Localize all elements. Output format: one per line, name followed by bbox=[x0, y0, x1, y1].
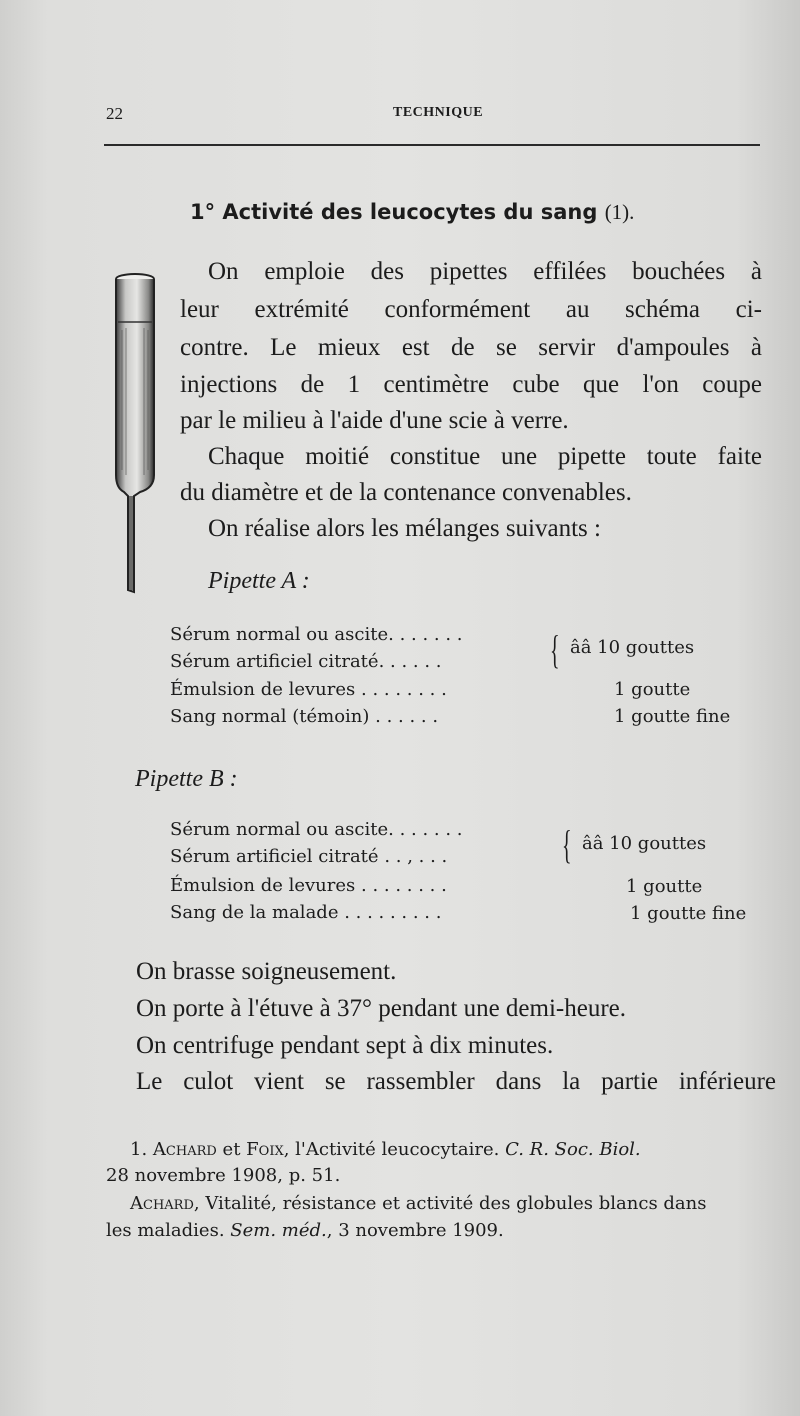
footnote-reference: (1). bbox=[604, 200, 635, 224]
footnote-2-line-1 bbox=[130, 1193, 707, 1214]
section-title-text: 1° Activité des leucocytes du sang bbox=[190, 200, 598, 224]
footnote-number: 1. bbox=[130, 1139, 148, 1160]
intro-line-5: par le milieu à l'aide d'une scie à verre. bbox=[180, 407, 569, 434]
pipette-b-row-4-qty: 1 goutte fine bbox=[630, 903, 747, 924]
header-rule bbox=[104, 144, 760, 146]
footnote-journal: C. R. Soc. Biol. bbox=[505, 1139, 641, 1160]
intro-line-2: leur extrémité conformément au schéma ci- bbox=[180, 296, 762, 323]
pipette-b-row-2 bbox=[170, 846, 447, 867]
running-title: TECHNIQUE bbox=[393, 105, 484, 120]
row-dots: . . , . . . bbox=[384, 846, 448, 867]
footnote-date: , 3 novembre 1909. bbox=[326, 1220, 504, 1241]
pipette-a-title: Pipette A : bbox=[208, 568, 310, 594]
row-label: Sang normal (témoin) bbox=[170, 706, 370, 727]
procedure-line-1: On brasse soigneusement. bbox=[136, 958, 397, 985]
intro-line-6: Chaque moitié constitue une pipette toute faite bbox=[208, 443, 762, 470]
pipette-b-grouped-qty: ââ 10 gouttes bbox=[582, 833, 707, 854]
pipette-b-title: Pipette B : bbox=[135, 766, 238, 792]
brace: { bbox=[550, 627, 560, 672]
row-label: Sang de la malade bbox=[170, 902, 339, 923]
pipette-a-row-3 bbox=[170, 679, 447, 700]
row-label: Sérum artificiel citraté bbox=[170, 651, 379, 672]
row-dots: . . . . . . bbox=[375, 706, 439, 727]
row-dots: . . . . . . . bbox=[388, 624, 463, 645]
footnote-conjunction: et bbox=[222, 1139, 241, 1160]
intro-line-3: contre. Le mieux est de se servir d'ampoules à bbox=[180, 334, 762, 361]
pipette-b-row-1 bbox=[170, 819, 463, 840]
row-label: Émulsion de levures bbox=[170, 875, 356, 896]
pipette-a-row-4 bbox=[170, 706, 438, 727]
procedure-line-4: Le culot vient se rassembler dans la partie inférieure bbox=[136, 1068, 776, 1095]
row-label: Sérum normal ou ascite bbox=[170, 624, 389, 645]
row-label: Sérum artificiel citraté bbox=[170, 846, 379, 867]
section-title bbox=[190, 200, 634, 225]
pipette-b-row-3-qty: 1 goutte bbox=[626, 876, 703, 897]
footnote-journal: Sem. méd. bbox=[230, 1220, 327, 1241]
footnote-author: Achard bbox=[130, 1193, 194, 1214]
pipette-a-row-3-qty: 1 goutte bbox=[614, 679, 691, 700]
footnote-author: Achard bbox=[152, 1139, 217, 1160]
page-number: 22 bbox=[106, 104, 123, 123]
pipette-a-row-2 bbox=[170, 651, 442, 672]
intro-line-4: injections de 1 centimètre cube que l'on coupe bbox=[180, 371, 762, 398]
row-dots: . . . . . . . . bbox=[361, 679, 447, 700]
procedure-line-2: On porte à l'étuve à 37° pendant une demi-heure. bbox=[136, 995, 627, 1022]
footnote-1-line-2: 28 novembre 1908, p. 51. bbox=[106, 1165, 341, 1186]
pipette-a-grouped-qty: ââ 10 gouttes bbox=[570, 637, 695, 658]
row-dots: . . . . . . . . bbox=[361, 875, 447, 896]
intro-line-8: On réalise alors les mélanges suivants : bbox=[208, 515, 601, 542]
pipette-a-row-4-qty: 1 goutte fine bbox=[614, 706, 731, 727]
row-dots: . . . . . . bbox=[378, 651, 442, 672]
row-dots: . . . . . . . . . bbox=[344, 902, 442, 923]
row-label: Émulsion de levures bbox=[170, 679, 356, 700]
brace: { bbox=[562, 822, 572, 867]
procedure-line-3: On centrifuge pendant sept à dix minutes. bbox=[136, 1032, 554, 1059]
pipette-a-row-1 bbox=[170, 624, 463, 645]
pipette-illustration bbox=[110, 270, 160, 600]
row-label: Sérum normal ou ascite bbox=[170, 819, 389, 840]
footnote-text: les maladies. bbox=[106, 1220, 225, 1241]
pipette-b-row-4 bbox=[170, 902, 441, 923]
row-dots: . . . . . . . bbox=[388, 819, 463, 840]
footnote-title: , l'Activité leucocytaire. bbox=[283, 1139, 500, 1160]
footnote-1-line-1 bbox=[130, 1139, 641, 1160]
footnote-2-line-2 bbox=[106, 1220, 504, 1241]
intro-line-1: On emploie des pipettes effilées bouchées à bbox=[208, 258, 762, 285]
footnote-author: Foix bbox=[246, 1139, 284, 1160]
footnote-text: , Vitalité, résistance et activité des globules blancs dans bbox=[193, 1193, 707, 1214]
intro-line-7: du diamètre et de la contenance convenables. bbox=[180, 479, 632, 506]
pipette-b-row-3 bbox=[170, 875, 447, 896]
